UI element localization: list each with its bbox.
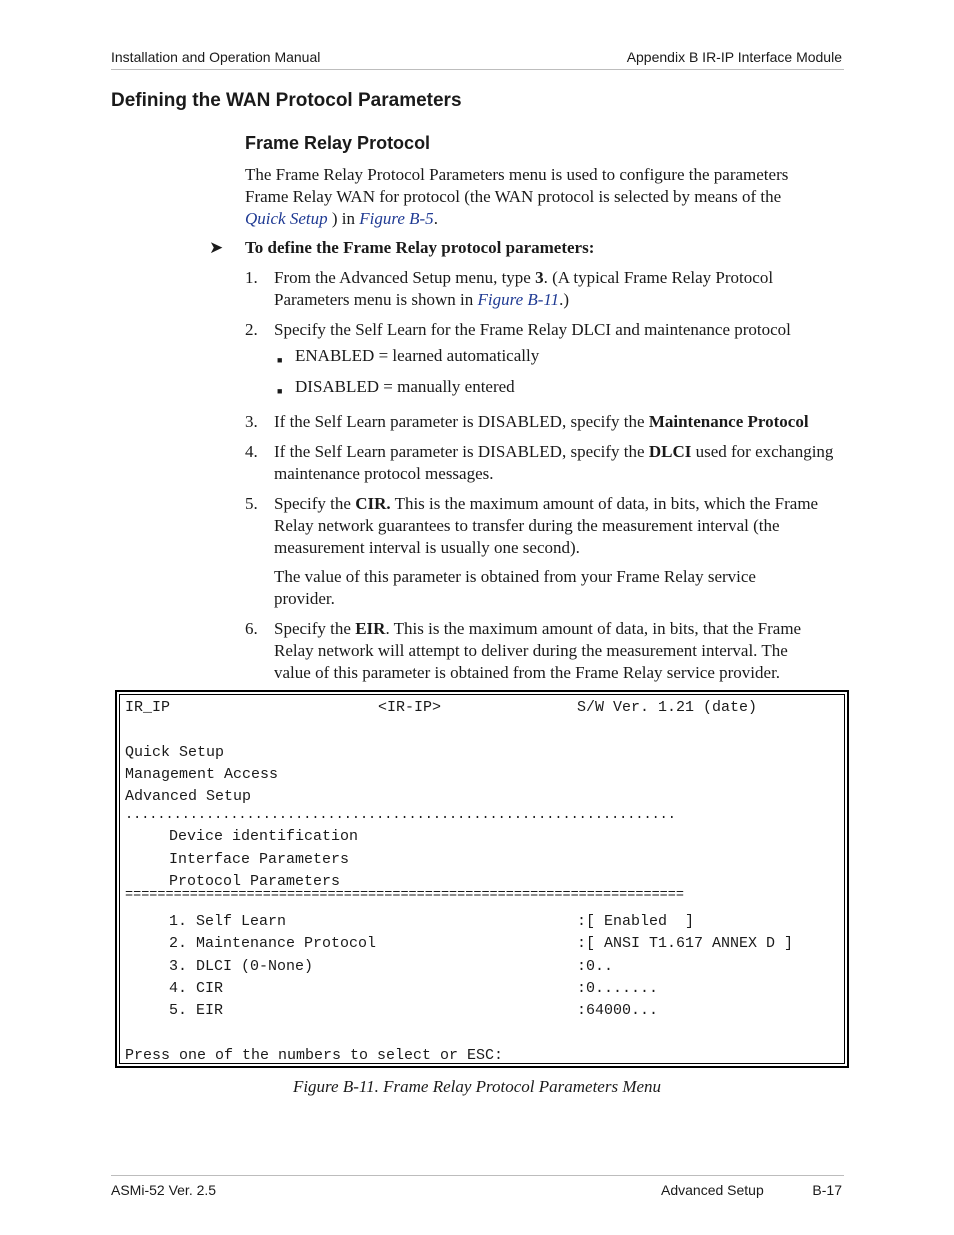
row-maintenance-protocol-label[interactable]: 2. Maintenance Protocol	[169, 935, 377, 952]
header-right: Appendix B IR-IP Interface Module	[626, 49, 842, 65]
bullet-icon: ■	[277, 355, 283, 365]
footer-left: ASMi-52 Ver. 2.5	[111, 1182, 217, 1198]
row-dlci-label[interactable]: 3. DLCI (0-None)	[169, 958, 314, 975]
row-eir-value: :64000...	[577, 1002, 659, 1019]
terminal-title-right: S/W Ver. 1.21 (date)	[577, 699, 758, 716]
header-rule	[111, 69, 844, 70]
row-self-learn-value: :[ Enabled ]	[577, 913, 695, 930]
terminal-prompt: Press one of the numbers to select or ESC:	[125, 1047, 504, 1064]
footer-rule	[111, 1175, 844, 1176]
figure-b5-link[interactable]: Figure B-5	[359, 209, 434, 228]
row-cir-label[interactable]: 4. CIR	[169, 980, 224, 997]
row-eir-label[interactable]: 5. EIR	[169, 1002, 224, 1019]
figure-b11-link[interactable]: Figure B-11	[477, 290, 560, 309]
subsection-title: Frame Relay Protocol	[245, 133, 431, 153]
intro-line-3: Quick Setup ) in Figure B-5.	[245, 209, 438, 228]
quick-setup-link[interactable]: Quick Setup	[245, 209, 332, 228]
page-number: B-17	[812, 1182, 842, 1198]
terminal-title-left: IR_IP	[125, 699, 171, 716]
header-left: Installation and Operation Manual	[111, 49, 321, 65]
row-maintenance-protocol-value: :[ ANSI T1.617 ANNEX D ]	[577, 935, 794, 952]
row-dlci-value: :0..	[577, 958, 614, 975]
intro-line-1: The Frame Relay Protocol Parameters menu is used to configure the parameters	[245, 165, 789, 184]
figure-caption: Figure B-11. Frame Relay Protocol Parameters Menu	[292, 1077, 662, 1096]
intro-line-2: Frame Relay WAN for protocol (the WAN protocol is selected by means of the	[245, 187, 782, 206]
dotted-separator: ....................................................................	[125, 808, 676, 823]
step-5-note: The value of this parameter is obtained from your Frame Relay service provider.	[274, 567, 756, 608]
arrow-icon: ➤	[209, 238, 224, 257]
footer-center: Advanced Setup	[661, 1182, 764, 1198]
submenu-protocol-parameters[interactable]: Protocol Parameters	[169, 873, 341, 890]
menu-advanced-setup[interactable]: Advanced Setup	[125, 788, 252, 805]
row-cir-value: :0.......	[577, 980, 659, 997]
submenu-interface-parameters[interactable]: Interface Parameters	[169, 851, 350, 868]
bullet-disabled: DISABLED = manually entered	[295, 377, 515, 396]
menu-quick-setup[interactable]: Quick Setup	[125, 744, 225, 761]
double-separator: =====================================================================	[125, 888, 684, 903]
bullet-icon: ■	[277, 386, 283, 396]
terminal-screen	[115, 690, 849, 1068]
row-self-learn-label[interactable]: 1. Self Learn	[169, 913, 287, 930]
procedure-title: To define the Frame Relay protocol parameters:	[245, 238, 595, 257]
menu-management-access[interactable]: Management Access	[125, 766, 279, 783]
bullet-enabled: ENABLED = learned automatically	[295, 346, 540, 365]
section-title: Defining the WAN Protocol Parameters	[111, 90, 462, 111]
submenu-device-identification[interactable]: Device identification	[169, 828, 359, 845]
intro-paragraph	[245, 164, 845, 230]
terminal-title-mid: <IR-IP>	[378, 699, 442, 716]
